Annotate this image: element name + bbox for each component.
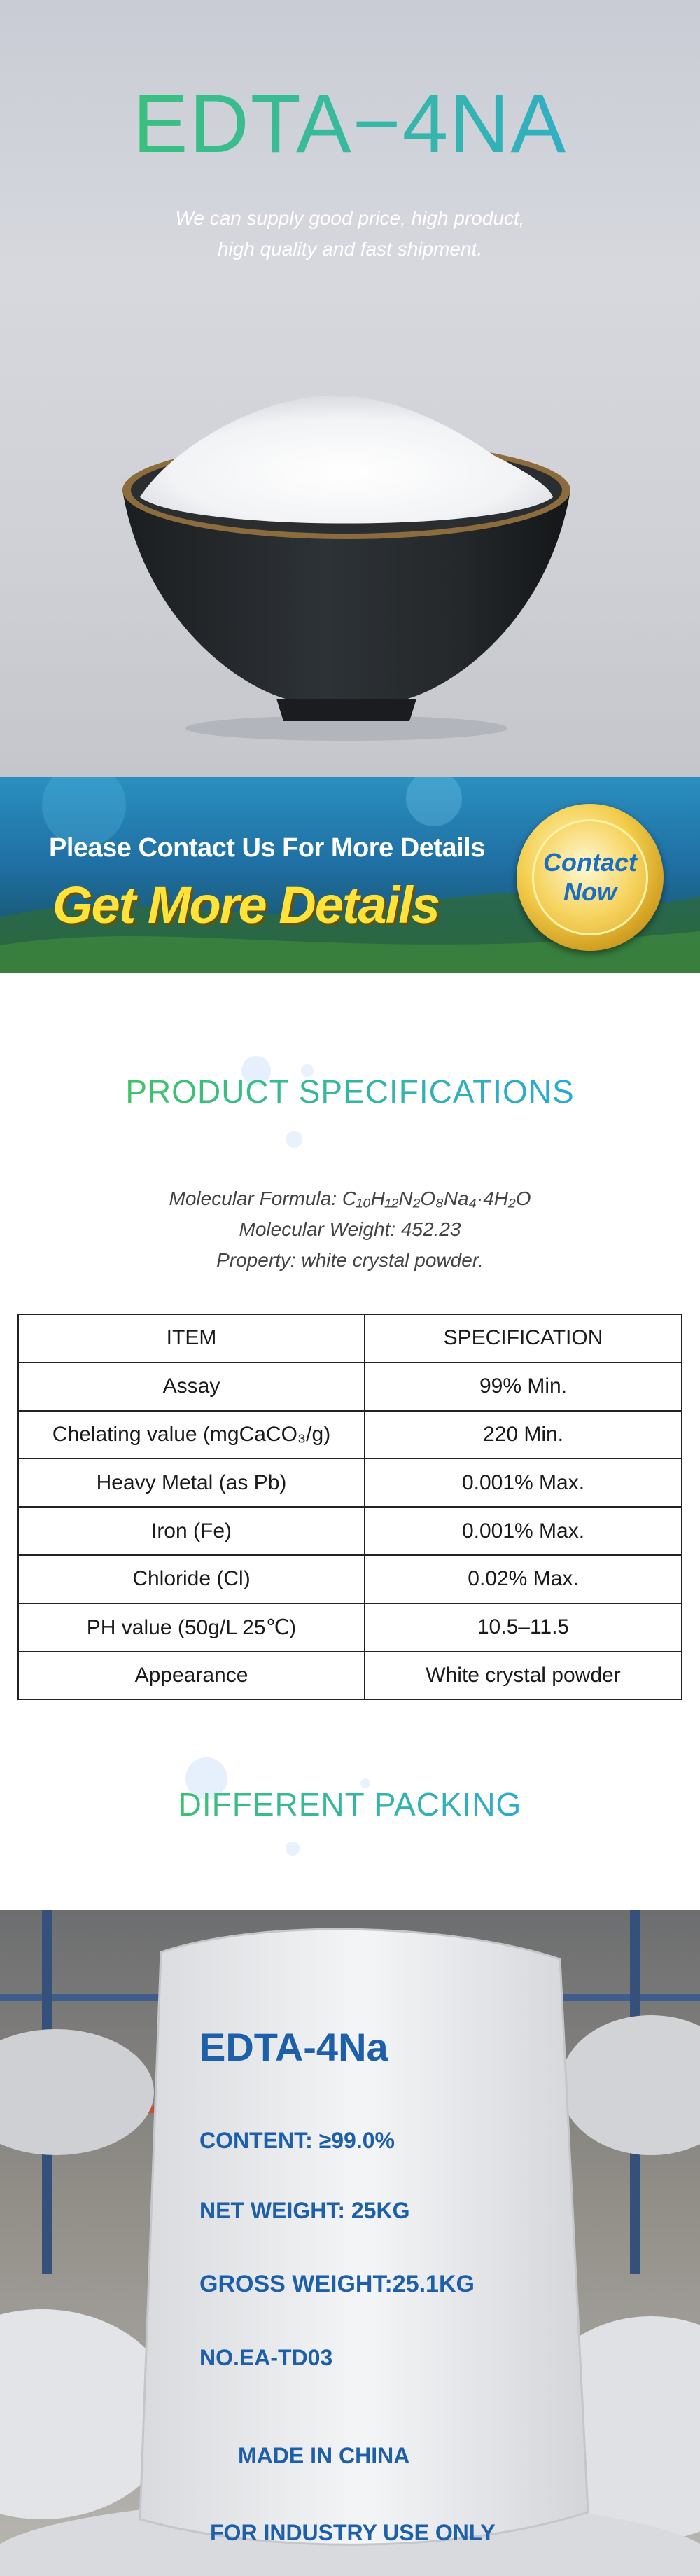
- contact-now-line1: Contact: [543, 848, 637, 877]
- molecular-formula: Molecular Formula: C₁₀H₁₂N₂O₈Na₄·4H₂O: [169, 1188, 531, 1209]
- table-row: [18, 1507, 682, 1555]
- bag-label-product: EDTA-4Na: [200, 2025, 388, 2069]
- table-row: [18, 1652, 682, 1700]
- hero-subtitle-line2: high quality and fast shipment.: [217, 238, 483, 260]
- product-properties: [0, 1183, 700, 1276]
- table-row: [18, 1458, 682, 1507]
- table-cell-spec: White crystal powder: [365, 1652, 682, 1700]
- decor-bubble: [286, 1842, 300, 1856]
- hero-section: [0, 0, 700, 777]
- bag-label-number: NO.EA-TD03: [200, 2345, 333, 2370]
- packing-photo: [0, 1910, 700, 2576]
- table-row: [18, 1555, 682, 1603]
- hero-subtitle: [0, 203, 700, 265]
- table-cell-spec: 0.02% Max.: [365, 1555, 682, 1603]
- table-cell-item: PH value (50g/L 25℃): [18, 1603, 365, 1652]
- table-cell-item: Chloride (Cl): [18, 1555, 365, 1603]
- table-cell-spec: 0.001% Max.: [365, 1507, 682, 1555]
- bag-label-gross-weight: GROSS WEIGHT:25.1KG: [200, 2271, 475, 2297]
- table-cell-item: Assay: [18, 1363, 365, 1411]
- bag-label-content: CONTENT: ≥99.0%: [200, 2128, 395, 2153]
- banner-contact-text: Please Contact Us For More Details: [49, 833, 485, 863]
- table-cell-item: Heavy Metal (as Pb): [18, 1458, 365, 1507]
- contact-now-button[interactable]: [517, 804, 664, 951]
- bag-label-net-weight: NET WEIGHT: 25KG: [200, 2198, 410, 2223]
- table-cell-spec: 0.001% Max.: [365, 1458, 682, 1507]
- packing-title: DIFFERENT PACKING: [0, 1785, 700, 1823]
- banner-get-details-text[interactable]: Get More Details: [52, 876, 439, 934]
- hero-title: EDTA−4NA: [0, 83, 700, 165]
- product-property: Property: white crystal powder.: [216, 1249, 484, 1271]
- table-cell-item: Iron (Fe): [18, 1507, 365, 1555]
- table-cell-spec: 10.5–11.5: [365, 1603, 682, 1652]
- contact-banner[interactable]: [0, 777, 700, 973]
- warehouse-bags-image: [0, 1910, 700, 2576]
- specifications-title: PRODUCT SPECIFICATIONS: [0, 1073, 700, 1111]
- table-cell-item: Appearance: [18, 1652, 365, 1700]
- bag-label-usage: FOR INDUSTRY USE ONLY: [210, 2520, 496, 2545]
- table-header-row: [18, 1314, 682, 1363]
- table-row: [18, 1603, 682, 1652]
- hero-subtitle-line1: We can supply good price, high product,: [175, 207, 525, 229]
- decor-bubble: [286, 1131, 302, 1148]
- table-header-specification: SPECIFICATION: [365, 1314, 682, 1363]
- specifications-section: [0, 973, 700, 1863]
- table-header-item: ITEM: [18, 1314, 365, 1363]
- contact-now-line2: Now: [564, 877, 617, 906]
- table-row: [18, 1411, 682, 1459]
- table-row: [18, 1363, 682, 1411]
- table-cell-item: Chelating value (mgCaCO₃/g): [18, 1411, 365, 1459]
- molecular-weight: Molecular Weight: 452.23: [239, 1218, 461, 1240]
- table-cell-spec: 220 Min.: [365, 1411, 682, 1459]
- contact-now-seal: [532, 819, 648, 935]
- bag-label-origin: MADE IN CHINA: [238, 2443, 410, 2468]
- specification-table: [18, 1314, 682, 1700]
- powder-bowl-image: [115, 392, 578, 742]
- table-cell-spec: 99% Min.: [365, 1363, 682, 1411]
